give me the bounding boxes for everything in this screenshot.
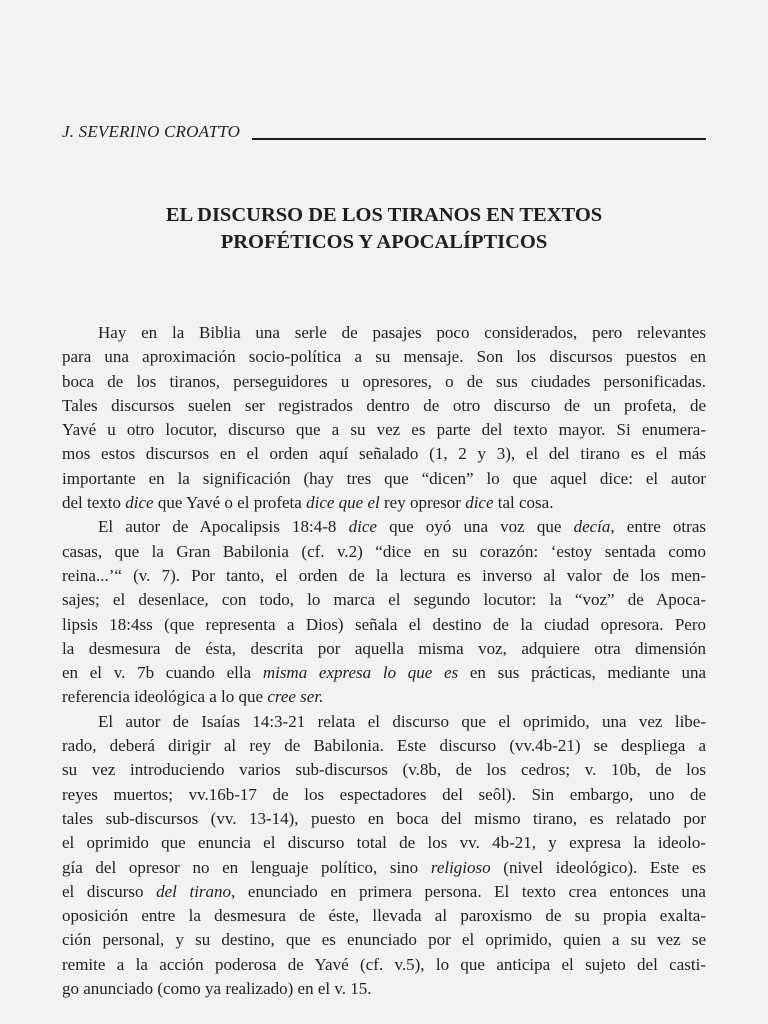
text-run: Tales discursos suelen ser registrados dentro de otro discurso de un profeta, de — [62, 395, 706, 415]
text-line — [62, 515, 706, 539]
text-run: rey opresor — [379, 493, 466, 513]
running-header — [62, 118, 706, 142]
text-line — [62, 710, 706, 734]
text-run: reyes muertos; vv.16b-17 de los espectadores del seôl). Sin embargo, uno de — [62, 784, 706, 804]
text-run: su vez introduciendo varios sub-discursos (v.8b, de los cedros; v. 10b, de los — [62, 760, 706, 780]
text-run: tales sub-discursos (vv. 13-14), puesto en boca del mismo tirano, es relatado por — [62, 808, 706, 828]
text-run: el discurso — [62, 881, 157, 901]
text-run: Hay en la Biblia una serle de pasajes poco considerados, pero relevantes — [98, 323, 706, 342]
text-run: importante en la significación (hay tres que “dicen” lo que aquel dice: el autor — [62, 468, 706, 488]
italic-text: dice — [465, 493, 494, 513]
text-line — [62, 637, 706, 661]
text-line — [62, 977, 706, 1001]
italic-text: dice — [125, 493, 154, 513]
text-line — [62, 685, 706, 709]
text-line — [62, 467, 706, 491]
text-line — [62, 734, 706, 758]
italic-text: cree ser. — [267, 687, 324, 707]
italic-text: dice que el — [306, 493, 380, 513]
text-run: (nivel ideológico). Este es — [490, 857, 706, 877]
italic-text: misma expresa lo que es — [262, 663, 459, 683]
italic-text: dice — [348, 517, 377, 537]
text-run: , entre otras — [610, 517, 706, 537]
text-line — [62, 564, 706, 588]
text-run: boca de los tiranos, perseguidores u opresores, o de sus ciudades personificadas. — [62, 371, 706, 391]
text-line — [62, 661, 706, 685]
title-line-2: PROFÉTICOS Y APOCALÍPTICOS — [220, 231, 548, 253]
text-line — [62, 758, 706, 782]
text-run: rado, deberá dirigir al rey de Babilonia. Este discurso (vv.4b-21) se despliega a — [62, 736, 706, 756]
article-body — [62, 321, 706, 1001]
italic-text: religioso — [430, 857, 491, 877]
text-line — [62, 418, 706, 442]
text-run: del texto — [62, 493, 126, 513]
text-run: el oprimido que enuncia el discurso total de los vv. 4b-21, y expresa la ideolo- — [62, 833, 706, 853]
text-line — [62, 370, 706, 394]
text-run: El autor de Apocalipsis 18:4-8 — [98, 517, 349, 537]
text-run: para una aproximación socio-política a su mensaje. Son los discursos puestos en — [62, 347, 706, 367]
text-run: Yavé u otro locutor, discurso que a su vez es parte del texto mayor. Si enumera- — [62, 420, 706, 440]
text-run: gía del opresor no en lenguaje político, sino — [62, 857, 431, 877]
text-line — [62, 904, 706, 928]
text-run: casas, que la Gran Babilonia (cf. v.2) “dice en su corazón: ‘estoy sentada como — [62, 541, 706, 561]
text-line — [62, 856, 706, 880]
text-run: en el v. 7b cuando ella — [62, 663, 263, 683]
text-line — [62, 442, 706, 466]
text-line — [62, 928, 706, 952]
text-run: El autor de Isaías 14:3-21 relata el discurso que el oprimido, una vez libe- — [98, 711, 706, 731]
text-run: reina...’“ (v. 7). Por tanto, el orden de la lectura es inverso al valor de los men- — [62, 565, 706, 585]
text-line — [62, 613, 706, 637]
article-title — [62, 202, 706, 256]
author-name: J. SEVERINO CROATTO — [62, 122, 241, 141]
text-line — [62, 831, 706, 855]
text-run: , enunciado en primera persona. El texto crea entonces una — [231, 881, 706, 901]
text-line — [62, 345, 706, 369]
text-run: remite a la acción poderosa de Yavé (cf. v.5), lo que anticipa el sujeto del casti- — [62, 954, 706, 974]
text-line — [62, 783, 706, 807]
paragraph — [62, 321, 706, 515]
text-run: sajes; el desenlace, con todo, lo marca el segundo locutor: la “voz” de Apoca- — [62, 590, 706, 610]
text-line — [62, 807, 706, 831]
text-run: la desmesura de ésta, descrita por aquella misma voz, adquiere otra dimensión — [62, 638, 706, 658]
text-line — [62, 953, 706, 977]
paragraph — [62, 710, 706, 1002]
text-line — [62, 540, 706, 564]
text-run: tal cosa. — [493, 493, 554, 513]
text-line — [62, 491, 706, 515]
text-run: lipsis 18:4ss (que representa a Dios) señala el destino de la ciudad opresora. Pero — [62, 614, 706, 634]
text-run: oposición entre la desmesura de éste, llevada al paroxismo de su propia exalta- — [62, 906, 706, 926]
text-line — [62, 394, 706, 418]
text-run: mos estos discursos en el orden aquí señalado (1, 2 y 3), el del tirano es el más — [62, 444, 706, 464]
paragraph — [62, 515, 706, 709]
text-run: que Yavé o el profeta — [153, 493, 307, 513]
text-line — [62, 321, 706, 345]
text-run: ción personal, y su destino, que es enunciado por el oprimido, quien a su vez se — [62, 930, 706, 950]
title-line-1: EL DISCURSO DE LOS TIRANOS EN TEXTOS — [165, 204, 603, 226]
italic-text: decía — [573, 517, 611, 537]
text-run: referencia ideológica a lo que — [62, 687, 268, 707]
text-line — [62, 880, 706, 904]
text-run: que oyó una voz que — [376, 517, 574, 537]
text-line — [62, 588, 706, 612]
text-run: en sus prácticas, mediante una — [458, 663, 706, 683]
header-rule — [252, 138, 706, 140]
italic-text: del tirano — [156, 881, 232, 901]
text-run: go anunciado (como ya realizado) en el v. 15. — [62, 979, 372, 999]
